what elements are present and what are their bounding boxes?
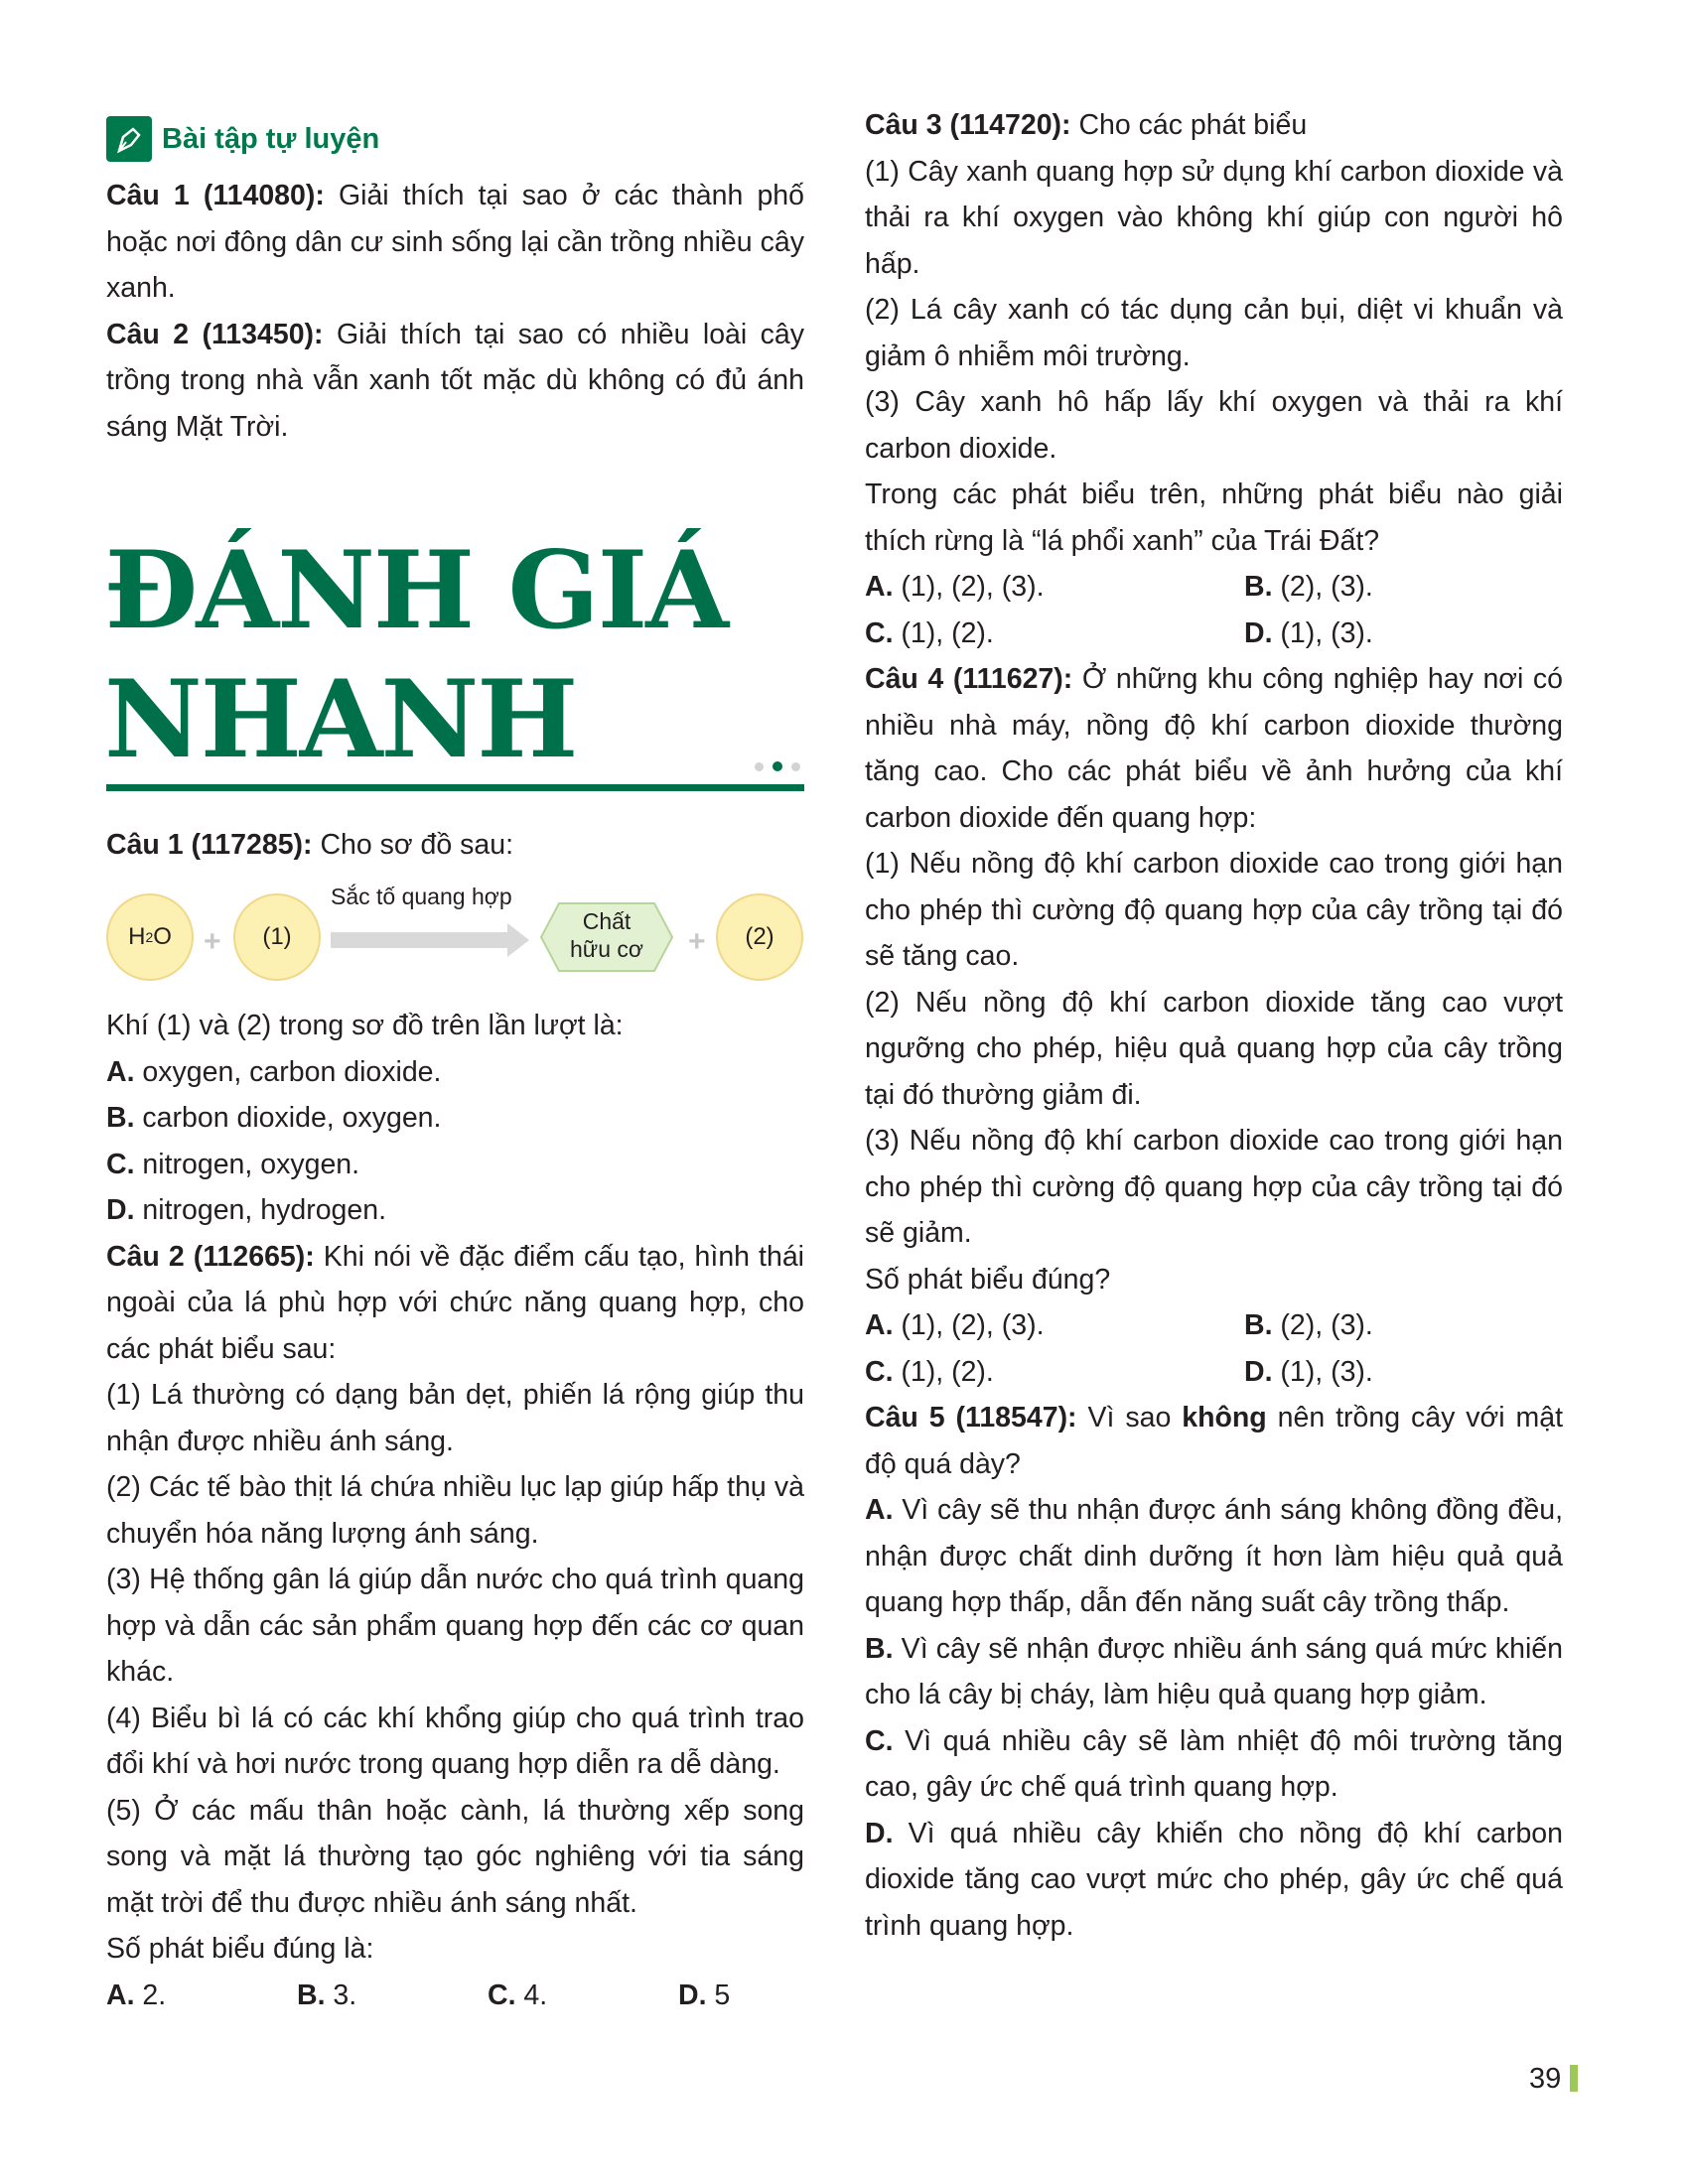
page-marker — [1570, 2065, 1578, 2092]
option-label: C. — [865, 616, 894, 649]
text: (3) Cây xanh hô hấp lấy khí oxygen và thải ra khí carbon dioxide. — [865, 386, 1563, 465]
option-text: (1), (2). — [893, 1355, 994, 1388]
statement — [865, 980, 1563, 1119]
question — [865, 102, 1563, 149]
right-column-content — [865, 102, 1563, 1949]
option-text: (1), (3). — [1272, 1355, 1373, 1388]
node-1: (1) — [233, 893, 321, 981]
text: Ở những khu công nghiệp hay nơi có nhiều nhà máy, nồng độ khí carbon dioxide thường tăng cao. Cho các phát biểu về ảnh hưởng của khí carbon dioxide đến quang hợp: — [865, 663, 1563, 834]
statement — [865, 472, 1563, 564]
option-text: (1), (3). — [1272, 616, 1373, 649]
text: nên trồng cây với mật độ quá dày? — [865, 1402, 1564, 1480]
question — [865, 656, 1563, 841]
organic-matter-node: Chất hữu cơ — [539, 901, 674, 978]
statement — [106, 1926, 804, 1973]
label: Câu 5 (118547): — [865, 1402, 1077, 1433]
answer-option — [297, 1973, 488, 2019]
text: (3) Nếu nồng độ khí carbon dioxide cao trong giới hạn cho phép thì cường độ quang hợp của cây trồng tại đó sẽ giảm. — [865, 1125, 1563, 1249]
statement — [106, 1003, 804, 1049]
answer-option — [865, 1349, 1244, 1396]
statement — [106, 1372, 804, 1464]
option-text: (2), (3). — [1272, 571, 1373, 603]
option-label: B. — [297, 1979, 326, 2011]
text: (1) Lá thường có dạng bản dẹt, phiến lá rộng giúp thu nhận được nhiều ánh sáng. — [106, 1379, 804, 1457]
node-2: (2) — [716, 893, 803, 981]
label: A. — [865, 1494, 894, 1526]
text: oxygen, carbon dioxide. — [134, 1055, 442, 1088]
label: B. — [106, 1102, 135, 1134]
label: Câu 2 (112665): — [106, 1240, 315, 1273]
text: (1) Nếu nồng độ khí carbon dioxide cao trong giới hạn cho phép thì cường độ quang hợp của cây trồng tại đó sẽ tăng cao. — [865, 848, 1563, 972]
text: (1) Cây xanh quang hợp sử dụng khí carbon dioxide và thải ra khí oxygen vào không khí giúp con người hô hấp. — [865, 155, 1563, 280]
text: (5) Ở các mấu thân hoặc cành, lá thường xếp song song và mặt lá thường tạo góc nghiêng với tia sáng mặt trời để thu được nhiều ánh sáng nhất. — [106, 1794, 804, 1919]
text: Vì sao — [1076, 1402, 1183, 1433]
option-label: D. — [1244, 1355, 1273, 1388]
question-text: Giải thích tại sao ở các thành phố hoặc nơi đông dân cư sinh sống lại cần trồng nhiều cây xanh. — [106, 180, 805, 304]
option-text: (1), (2), (3). — [893, 571, 1045, 603]
option-label: A. — [865, 1309, 894, 1341]
answer-option — [678, 1973, 869, 2019]
text: Vì quá nhiều cây sẽ làm nhiệt độ môi trường tăng cao, gây ức chế quá trình quang hợp. — [865, 1724, 1563, 1803]
option-text: 4. — [515, 1979, 548, 2011]
statement — [865, 1626, 1563, 1718]
question-text: Giải thích tại sao có nhiều loài cây trồng trong nhà vẫn xanh tốt mặc dù không có đủ ánh sáng Mặt Trời. — [106, 318, 804, 443]
option-label: C. — [488, 1979, 516, 2011]
answer-option — [865, 611, 1244, 657]
plus-icon: + — [204, 925, 221, 958]
text: carbon dioxide, oxygen. — [134, 1102, 442, 1134]
option-text: (1), (2), (3). — [893, 1309, 1045, 1341]
answer-option — [1244, 1302, 1623, 1349]
statement — [106, 1696, 804, 1788]
text: Khí (1) và (2) trong sơ đồ trên lần lượt là: — [106, 1010, 624, 1041]
emphasis: không — [1182, 1402, 1267, 1433]
text: Vì cây sẽ thu nhận được ánh sáng không đồng đều, nhận được chất dinh dưỡng ít hơn làm hiệu quả quả quang hợp thấp, dẫn đến năng suất cây trồng thấp. — [865, 1494, 1563, 1618]
label: C. — [106, 1148, 135, 1180]
text: Trong các phát biểu trên, những phát biểu nào giải thích rừng là “lá phổi xanh” của Trái Đất? — [865, 478, 1563, 557]
practice-questions — [106, 173, 804, 450]
text: (2) Nếu nồng độ khí carbon dioxide tăng cao vượt ngưỡng cho phép, hiệu quả quang hợp của cây trồng tại đó thường giảm đi. — [865, 986, 1563, 1111]
label: Câu 4 (111627): — [865, 663, 1073, 695]
option-label: A. — [106, 1979, 135, 2011]
answer-option — [1244, 611, 1623, 657]
text: (4) Biểu bì lá có các khí khổng giúp cho quá trình trao đổi khí và hơi nước trong quang hợp diễn ra dễ dàng. — [106, 1702, 804, 1780]
text: Số phát biểu đúng? — [865, 1263, 1111, 1296]
practice-question-2 — [106, 312, 804, 451]
statement — [106, 1142, 804, 1188]
label: Câu 3 (114720): — [865, 109, 1071, 141]
page-number: 39 — [1529, 2063, 1562, 2095]
photosynthesis-diagram — [106, 884, 804, 985]
text: (2) Lá cây xanh có tác dụng cản bụi, diệt vi khuẩn và giảm ô nhiễm môi trường. — [865, 294, 1563, 372]
statement — [865, 149, 1563, 288]
text: Khi nói về đặc điểm cấu tạo, hình thái ngoài của lá phù hợp với chức năng quang hợp, cho các phát biểu sau: — [106, 1240, 804, 1365]
statement — [865, 287, 1563, 379]
plus-icon: + — [688, 925, 706, 958]
option-label: B. — [1244, 571, 1273, 603]
arrow-icon — [331, 923, 529, 957]
statement — [865, 1811, 1563, 1950]
answer-option — [865, 564, 1244, 611]
answer-option — [1244, 1349, 1623, 1396]
text: Vì cây sẽ nhận được nhiều ánh sáng quá mức khiến cho lá cây bị cháy, làm hiệu quả quang hợp giảm. — [865, 1632, 1563, 1710]
statement — [106, 1464, 804, 1557]
practice-question-1 — [106, 173, 804, 312]
decorative-dots — [755, 761, 800, 771]
label: A. — [106, 1055, 135, 1088]
answer-options-row — [106, 1973, 804, 2019]
text: Số phát biểu đúng là: — [106, 1933, 374, 1965]
statement — [865, 841, 1563, 980]
statement — [865, 1257, 1563, 1303]
section-title-text: Bài tập tự luyện — [162, 122, 380, 155]
statement — [865, 379, 1563, 472]
pen-icon — [106, 116, 152, 162]
label: B. — [865, 1632, 894, 1665]
option-label: C. — [865, 1355, 894, 1388]
arrow-label: Sắc tố quang hợp — [331, 884, 512, 909]
answer-options-row — [865, 611, 1563, 657]
quiz-question-1 — [106, 822, 804, 869]
page-heading — [104, 526, 727, 784]
question — [106, 1234, 804, 1373]
question — [865, 1395, 1563, 1487]
statement — [865, 1487, 1563, 1626]
h2o-node: H 2 O — [106, 893, 194, 981]
text: Cho các phát biểu — [1070, 109, 1308, 141]
option-text: 2. — [134, 1979, 167, 2011]
answer-options-row — [865, 1349, 1563, 1396]
statement — [106, 1049, 804, 1096]
text: Vì quá nhiều cây khiến cho nồng độ khí carbon dioxide tăng cao vượt mức cho phép, gây ức chế quá trình quang hợp. — [865, 1817, 1563, 1942]
section-title — [106, 116, 379, 162]
question-label: Câu 1 (114080): — [106, 180, 325, 211]
left-column-content — [106, 1003, 804, 2018]
text: nitrogen, oxygen. — [134, 1148, 360, 1180]
option-label: A. — [865, 571, 894, 603]
text: nitrogen, hydrogen. — [134, 1194, 387, 1226]
statement — [106, 1095, 804, 1142]
answer-option — [1244, 564, 1623, 611]
label: D. — [865, 1817, 894, 1849]
option-text: (2), (3). — [1272, 1309, 1373, 1341]
answer-option — [488, 1973, 678, 2019]
statement — [106, 1788, 804, 1927]
question-text: Cho sơ đồ sau: — [312, 829, 513, 861]
option-label: D. — [1244, 616, 1273, 649]
question-label: Câu 1 (117285): — [106, 829, 313, 861]
option-text: 3. — [325, 1979, 357, 2011]
statement — [106, 1187, 804, 1234]
option-text: (1), (2). — [893, 616, 994, 649]
answer-options-row — [865, 564, 1563, 611]
answer-option — [106, 1973, 297, 2019]
statement — [865, 1718, 1563, 1811]
text: (2) Các tế bào thịt lá chứa nhiều lục lạp giúp hấp thụ và chuyển hóa năng lượng ánh sáng. — [106, 1471, 804, 1550]
statement — [865, 1118, 1563, 1257]
text: (3) Hệ thống gân lá giúp dẫn nước cho quá trình quang hợp và dẫn các sản phẩm quang hợp đến các cơ quan khác. — [106, 1564, 804, 1688]
answer-option — [865, 1302, 1244, 1349]
label: C. — [865, 1724, 894, 1757]
label: D. — [106, 1194, 135, 1226]
option-text: 5 — [706, 1979, 731, 2011]
heading-line-1: ĐÁNH GIÁ — [104, 528, 728, 653]
answer-options-row — [865, 1302, 1563, 1349]
option-label: B. — [1244, 1309, 1273, 1341]
heading-line-2: NHANH — [104, 657, 577, 782]
heading-rule — [106, 784, 804, 791]
option-label: D. — [678, 1979, 707, 2011]
statement — [106, 1557, 804, 1696]
question-label: Câu 2 (113450): — [106, 318, 324, 350]
